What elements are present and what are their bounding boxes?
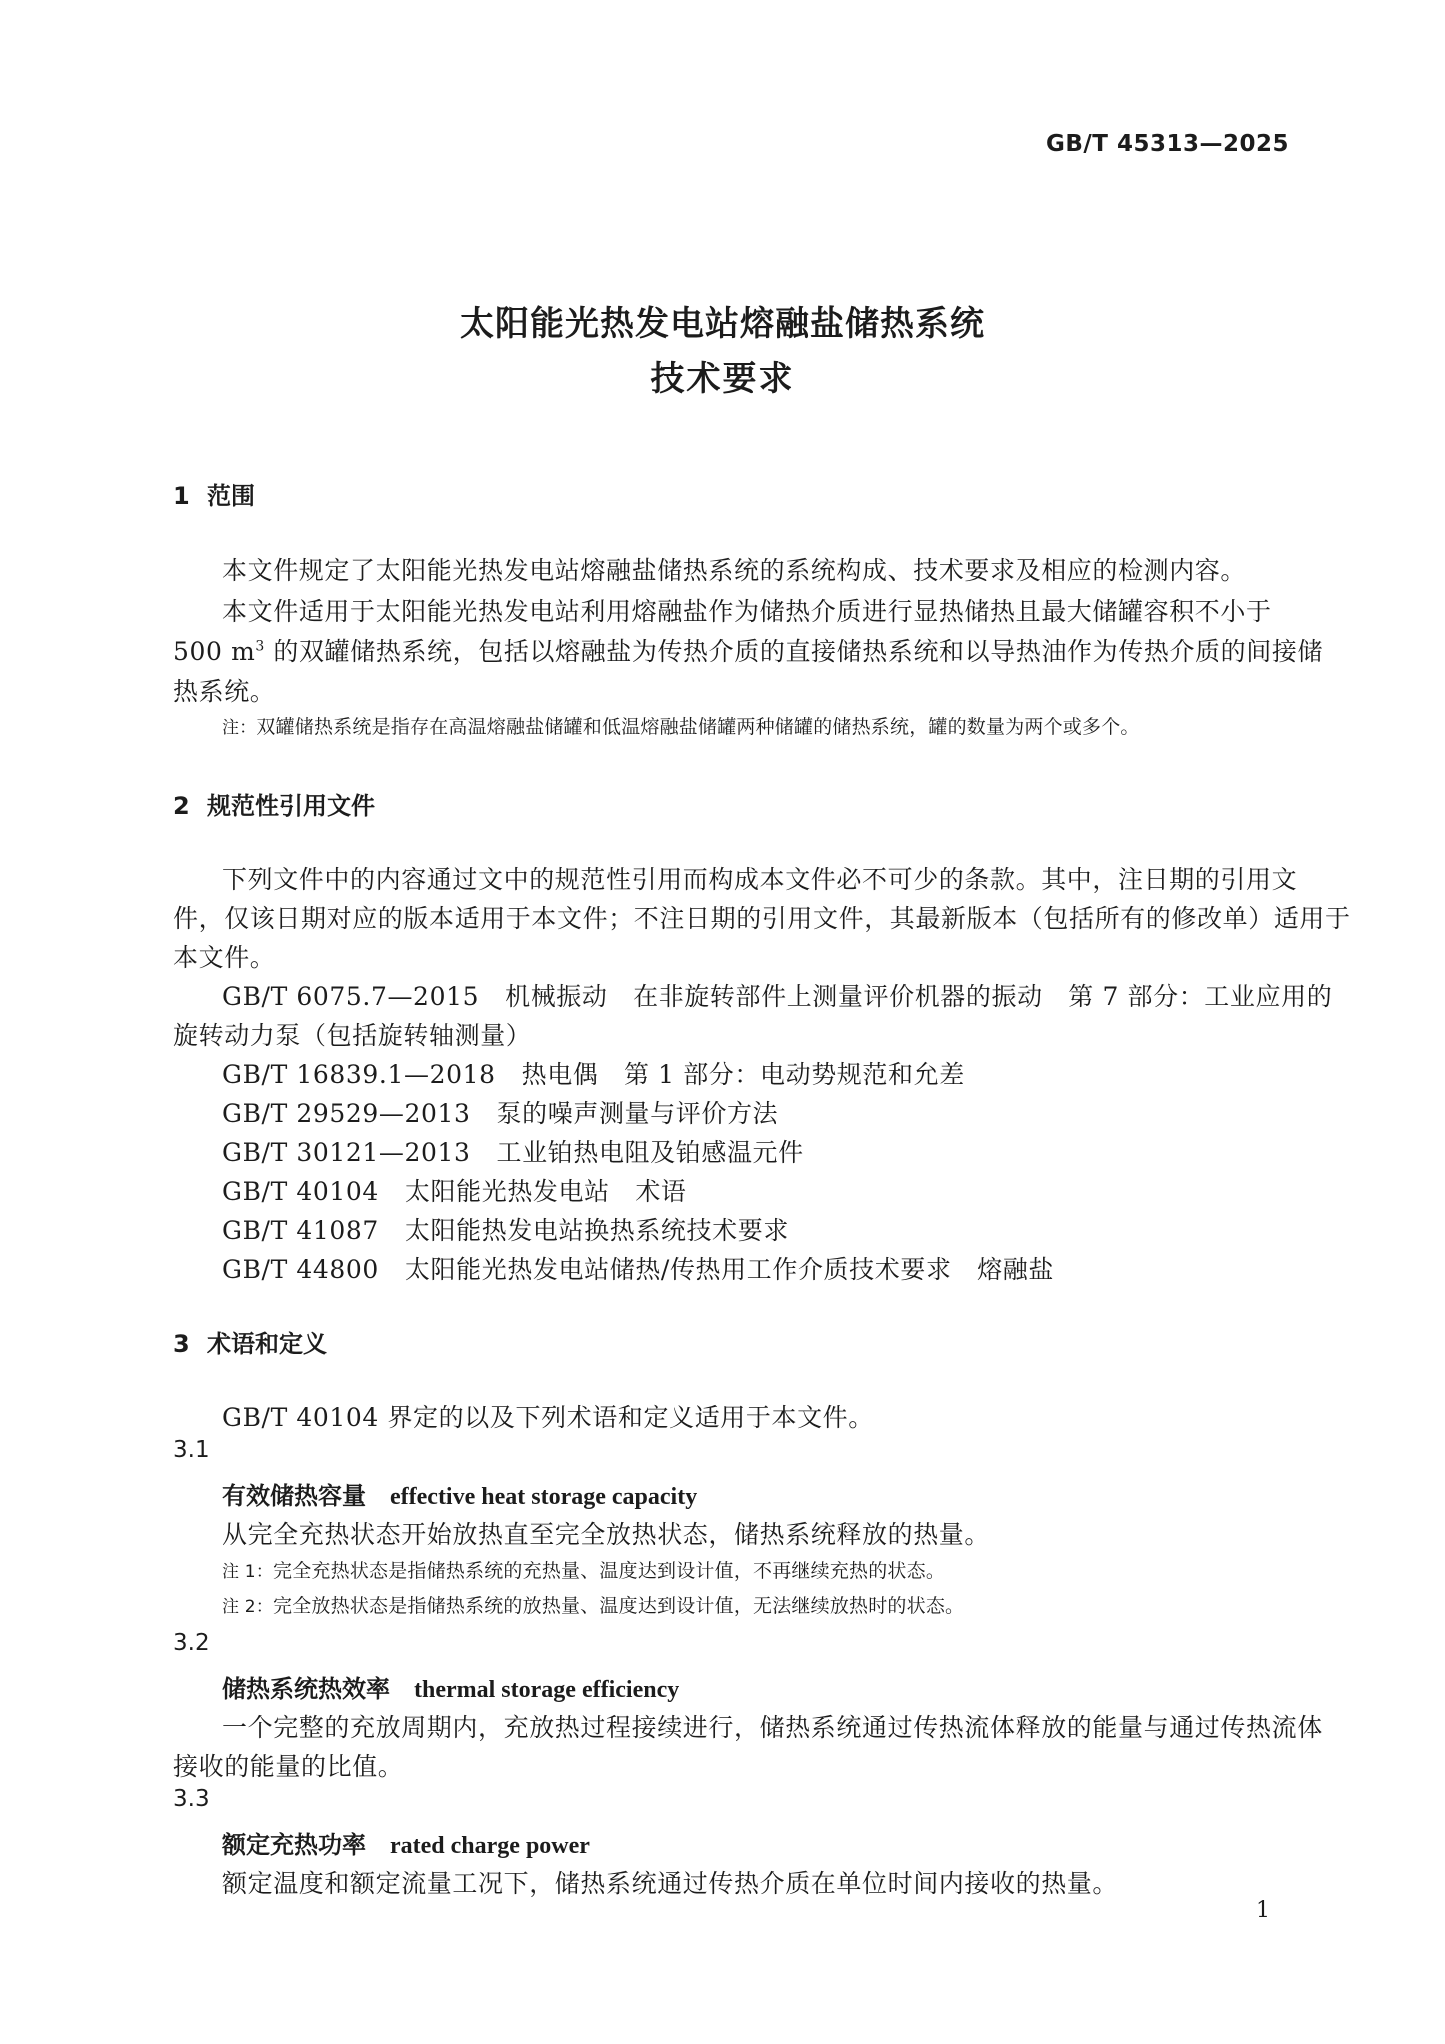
note-text: 完全充热状态是指储热系统的充热量、温度达到设计值，不再继续充热的状态。 (273, 1560, 946, 1582)
term-entry (222, 1476, 697, 1511)
term-entry (222, 1669, 679, 1704)
section-heading (173, 476, 255, 511)
paragraph (173, 632, 1323, 668)
reference-title: 热电偶 第 1 部分：电动势规范和允差 (521, 1060, 965, 1089)
paragraph-text: 的双罐储热系统，包括以熔融盐为传热介质的直接储热系统和以导热油作为传热介质的间接储 (264, 637, 1324, 666)
reference-entry (222, 1133, 804, 1169)
reference-title: 机械振动 在非旋转部件上测量评价机器的振动 第 7 部分：工业应用的 (505, 982, 1333, 1011)
paragraph: 本文件规定了太阳能光热发电站熔融盐储热系统的系统构成、技术要求及相应的检测内容。 (222, 556, 1247, 585)
term-definition: 接收的能量的比值。 (173, 1752, 404, 1781)
paragraph: 本文件。 (173, 943, 276, 972)
note-text: 双罐储热系统是指存在高温熔融盐储罐和低温熔融盐储罐两种储罐的储热系统，罐的数量为两个或多个。 (256, 716, 1140, 738)
note-label: 注 2： (222, 1597, 274, 1617)
paragraph: 件，仅该日期对应的版本适用于本文件；不注日期的引用文件，其最新版本（包括所有的修改单）适用于 (173, 904, 1351, 933)
reference-continuation: 旋转动力泵（包括旋转轴测量） (173, 1021, 532, 1050)
reference-entry (222, 1055, 965, 1091)
term-en: thermal storage efficiency (414, 1677, 680, 1703)
note (222, 712, 1140, 739)
note (222, 1591, 964, 1618)
term-zh: 有效储热容量 (222, 1482, 366, 1510)
paragraph: 热系统。 (173, 677, 276, 706)
term-number: 3.2 (173, 1630, 210, 1656)
section-number: 1 (173, 482, 190, 510)
section-title: 术语和定义 (207, 1330, 327, 1358)
paragraph: 本文件适用于太阳能光热发电站利用熔融盐作为储热介质进行显热储热且最大储罐容积不小于 (222, 597, 1272, 626)
paragraph: GB/T 40104 界定的以及下列术语和定义适用于本文件。 (222, 1403, 874, 1432)
reference-entry (222, 977, 1332, 1013)
page-number: 1 (1256, 1898, 1270, 1923)
section-heading (173, 1324, 327, 1359)
reference-code: GB/T 30121—2013 (222, 1138, 471, 1167)
section-title: 规范性引用文件 (207, 792, 375, 820)
reference-title: 太阳能光热发电站储热/传热用工作介质技术要求 熔融盐 (404, 1255, 1054, 1284)
reference-title: 太阳能热发电站换热系统技术要求 (404, 1216, 789, 1245)
reference-entry (222, 1211, 789, 1247)
reference-entry (222, 1094, 778, 1130)
term-en: rated charge power (390, 1833, 590, 1859)
note-label: 注 1： (222, 1562, 274, 1582)
document-title-line1: 太阳能光热发电站熔融盐储热系统 (460, 304, 985, 344)
reference-code: GB/T 41087 (222, 1216, 379, 1245)
reference-entry (222, 1172, 687, 1208)
term-number: 3.3 (173, 1786, 210, 1812)
term-number: 3.1 (173, 1437, 210, 1463)
reference-entry (222, 1250, 1054, 1286)
term-zh: 额定充热功率 (222, 1831, 366, 1859)
term-zh: 储热系统热效率 (222, 1675, 390, 1703)
note-label: 注： (222, 718, 257, 738)
section-number: 2 (173, 792, 190, 820)
term-entry (222, 1825, 590, 1860)
reference-code: GB/T 6075.7—2015 (222, 982, 480, 1011)
paragraph: 下列文件中的内容通过文中的规范性引用而构成本文件必不可少的条款。其中，注日期的引用文 (222, 865, 1298, 894)
section-number: 3 (173, 1330, 190, 1358)
reference-title: 泵的噪声测量与评价方法 (496, 1099, 779, 1128)
reference-title: 太阳能光热发电站 术语 (404, 1177, 687, 1206)
section-title: 范围 (207, 482, 255, 510)
reference-code: GB/T 16839.1—2018 (222, 1060, 496, 1089)
volume-value: 500 m (173, 637, 256, 666)
term-definition: 从完全充热状态开始放热直至完全放热状态，储热系统释放的热量。 (222, 1520, 991, 1549)
note-text: 完全放热状态是指储热系统的放热量、温度达到设计值，无法继续放热时的状态。 (273, 1595, 965, 1617)
term-definition: 一个完整的充放周期内，充放热过程接续进行，储热系统通过传热流体释放的能量与通过传热流体 (222, 1713, 1323, 1742)
section-heading (173, 786, 375, 821)
reference-title: 工业铂热电阻及铂感温元件 (496, 1138, 804, 1167)
term-en: effective heat storage capacity (390, 1484, 698, 1510)
term-definition: 额定温度和额定流量工况下，储热系统通过传热介质在单位时间内接收的热量。 (222, 1869, 1119, 1898)
standard-code: GB/T 45313—2025 (1045, 131, 1289, 157)
document-title-line2: 技术要求 (650, 359, 795, 399)
note (222, 1556, 945, 1583)
reference-code: GB/T 29529—2013 (222, 1099, 471, 1128)
superscript: 3 (255, 638, 265, 655)
reference-code: GB/T 40104 (222, 1177, 379, 1206)
reference-code: GB/T 44800 (222, 1255, 379, 1284)
